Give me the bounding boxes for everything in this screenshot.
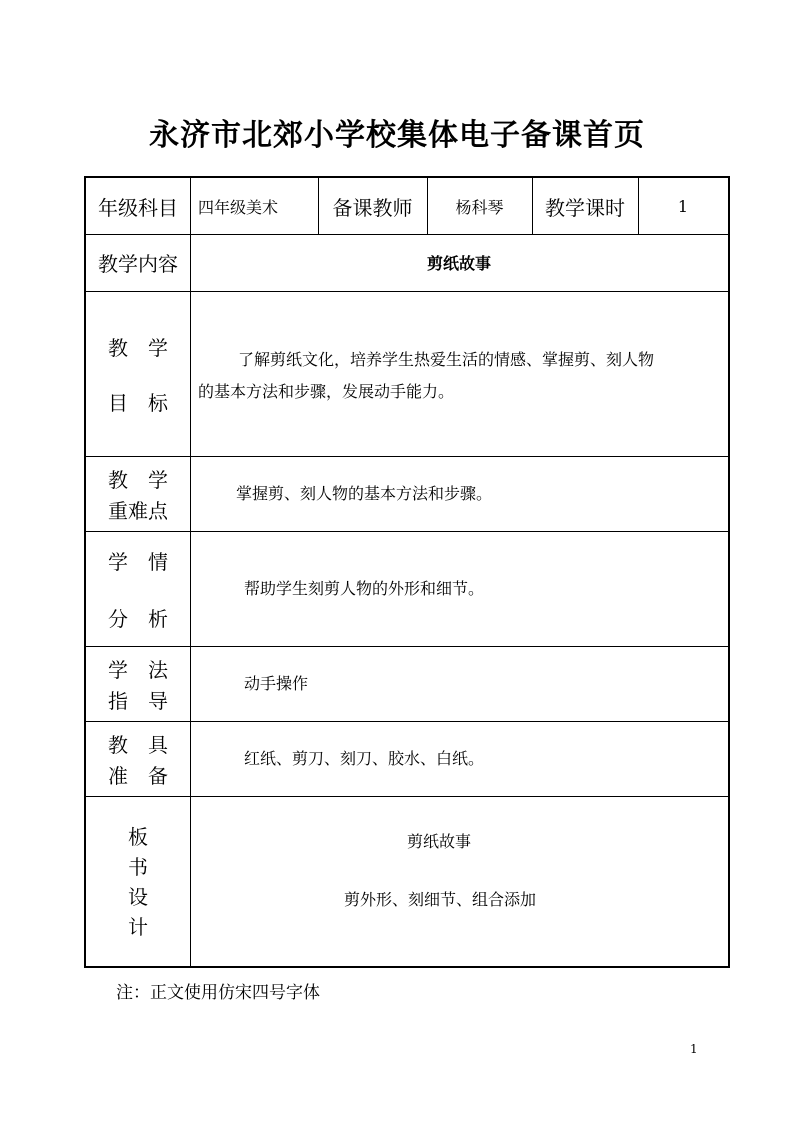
method-label-line1: 学 法 [108,657,168,682]
key-points-label-line1: 教 学 [108,467,168,492]
board-label-char: 设 [128,885,148,909]
method-text: 动手操作 [244,673,309,693]
content-label: 教学内容 [98,252,178,276]
key-points-label [86,456,190,531]
analysis-label-line1: 学 情 [108,549,168,574]
goals-text [198,344,724,408]
method-label [86,646,190,721]
key-points-text: 掌握剪、刻人物的基本方法和步骤。 [236,483,493,503]
materials-text: 红纸、剪刀、刻刀、胶水、白纸。 [244,748,485,768]
analysis-label [86,531,190,646]
hours-label: 教学课时 [545,195,625,220]
teacher-label: 备课教师 [332,195,413,220]
analysis-text: 帮助学生刻剪人物的外形和细节。 [244,578,485,598]
page-title: 永济市北郊小学校集体电子备课首页 [149,118,645,153]
board-line1: 剪纸故事 [406,832,471,851]
method-label-line2: 指 导 [108,688,168,713]
goals-label-line2: 目 标 [108,390,168,415]
grade-subject-value: 四年级美术 [198,197,279,217]
grade-subject-label: 年级科目 [98,195,178,220]
board-label-char: 书 [128,855,148,879]
board-design-text [190,826,728,916]
goals-text-line1: 了解剪纸文化，培养学生热爱生活的情感、掌握剪、刻人物 [238,350,655,369]
board-label-char: 计 [128,915,148,939]
goals-label-line1: 教 学 [108,335,168,360]
board-line2: 剪外形、刻细节、组合添加 [343,890,536,909]
hours-value: 1 [677,196,689,216]
page-number: 1 [690,1042,698,1056]
materials-label [86,721,190,796]
key-points-label-line2: 重难点 [108,498,168,523]
footnote: 注：正文使用仿宋四号字体 [116,983,320,1003]
goals-text-line2: 的基本方法和步骤，发展动手能力。 [198,382,455,401]
materials-label-line1: 教 具 [108,732,168,757]
teacher-value: 杨科琴 [455,197,504,217]
content-value: 剪纸故事 [426,254,491,273]
analysis-label-line2: 分 析 [108,606,168,631]
lesson-plan-form [84,176,730,968]
goals-label [86,291,190,456]
materials-label-line2: 准 备 [108,763,168,788]
board-design-label [86,796,190,968]
board-label-char: 板 [128,825,148,849]
